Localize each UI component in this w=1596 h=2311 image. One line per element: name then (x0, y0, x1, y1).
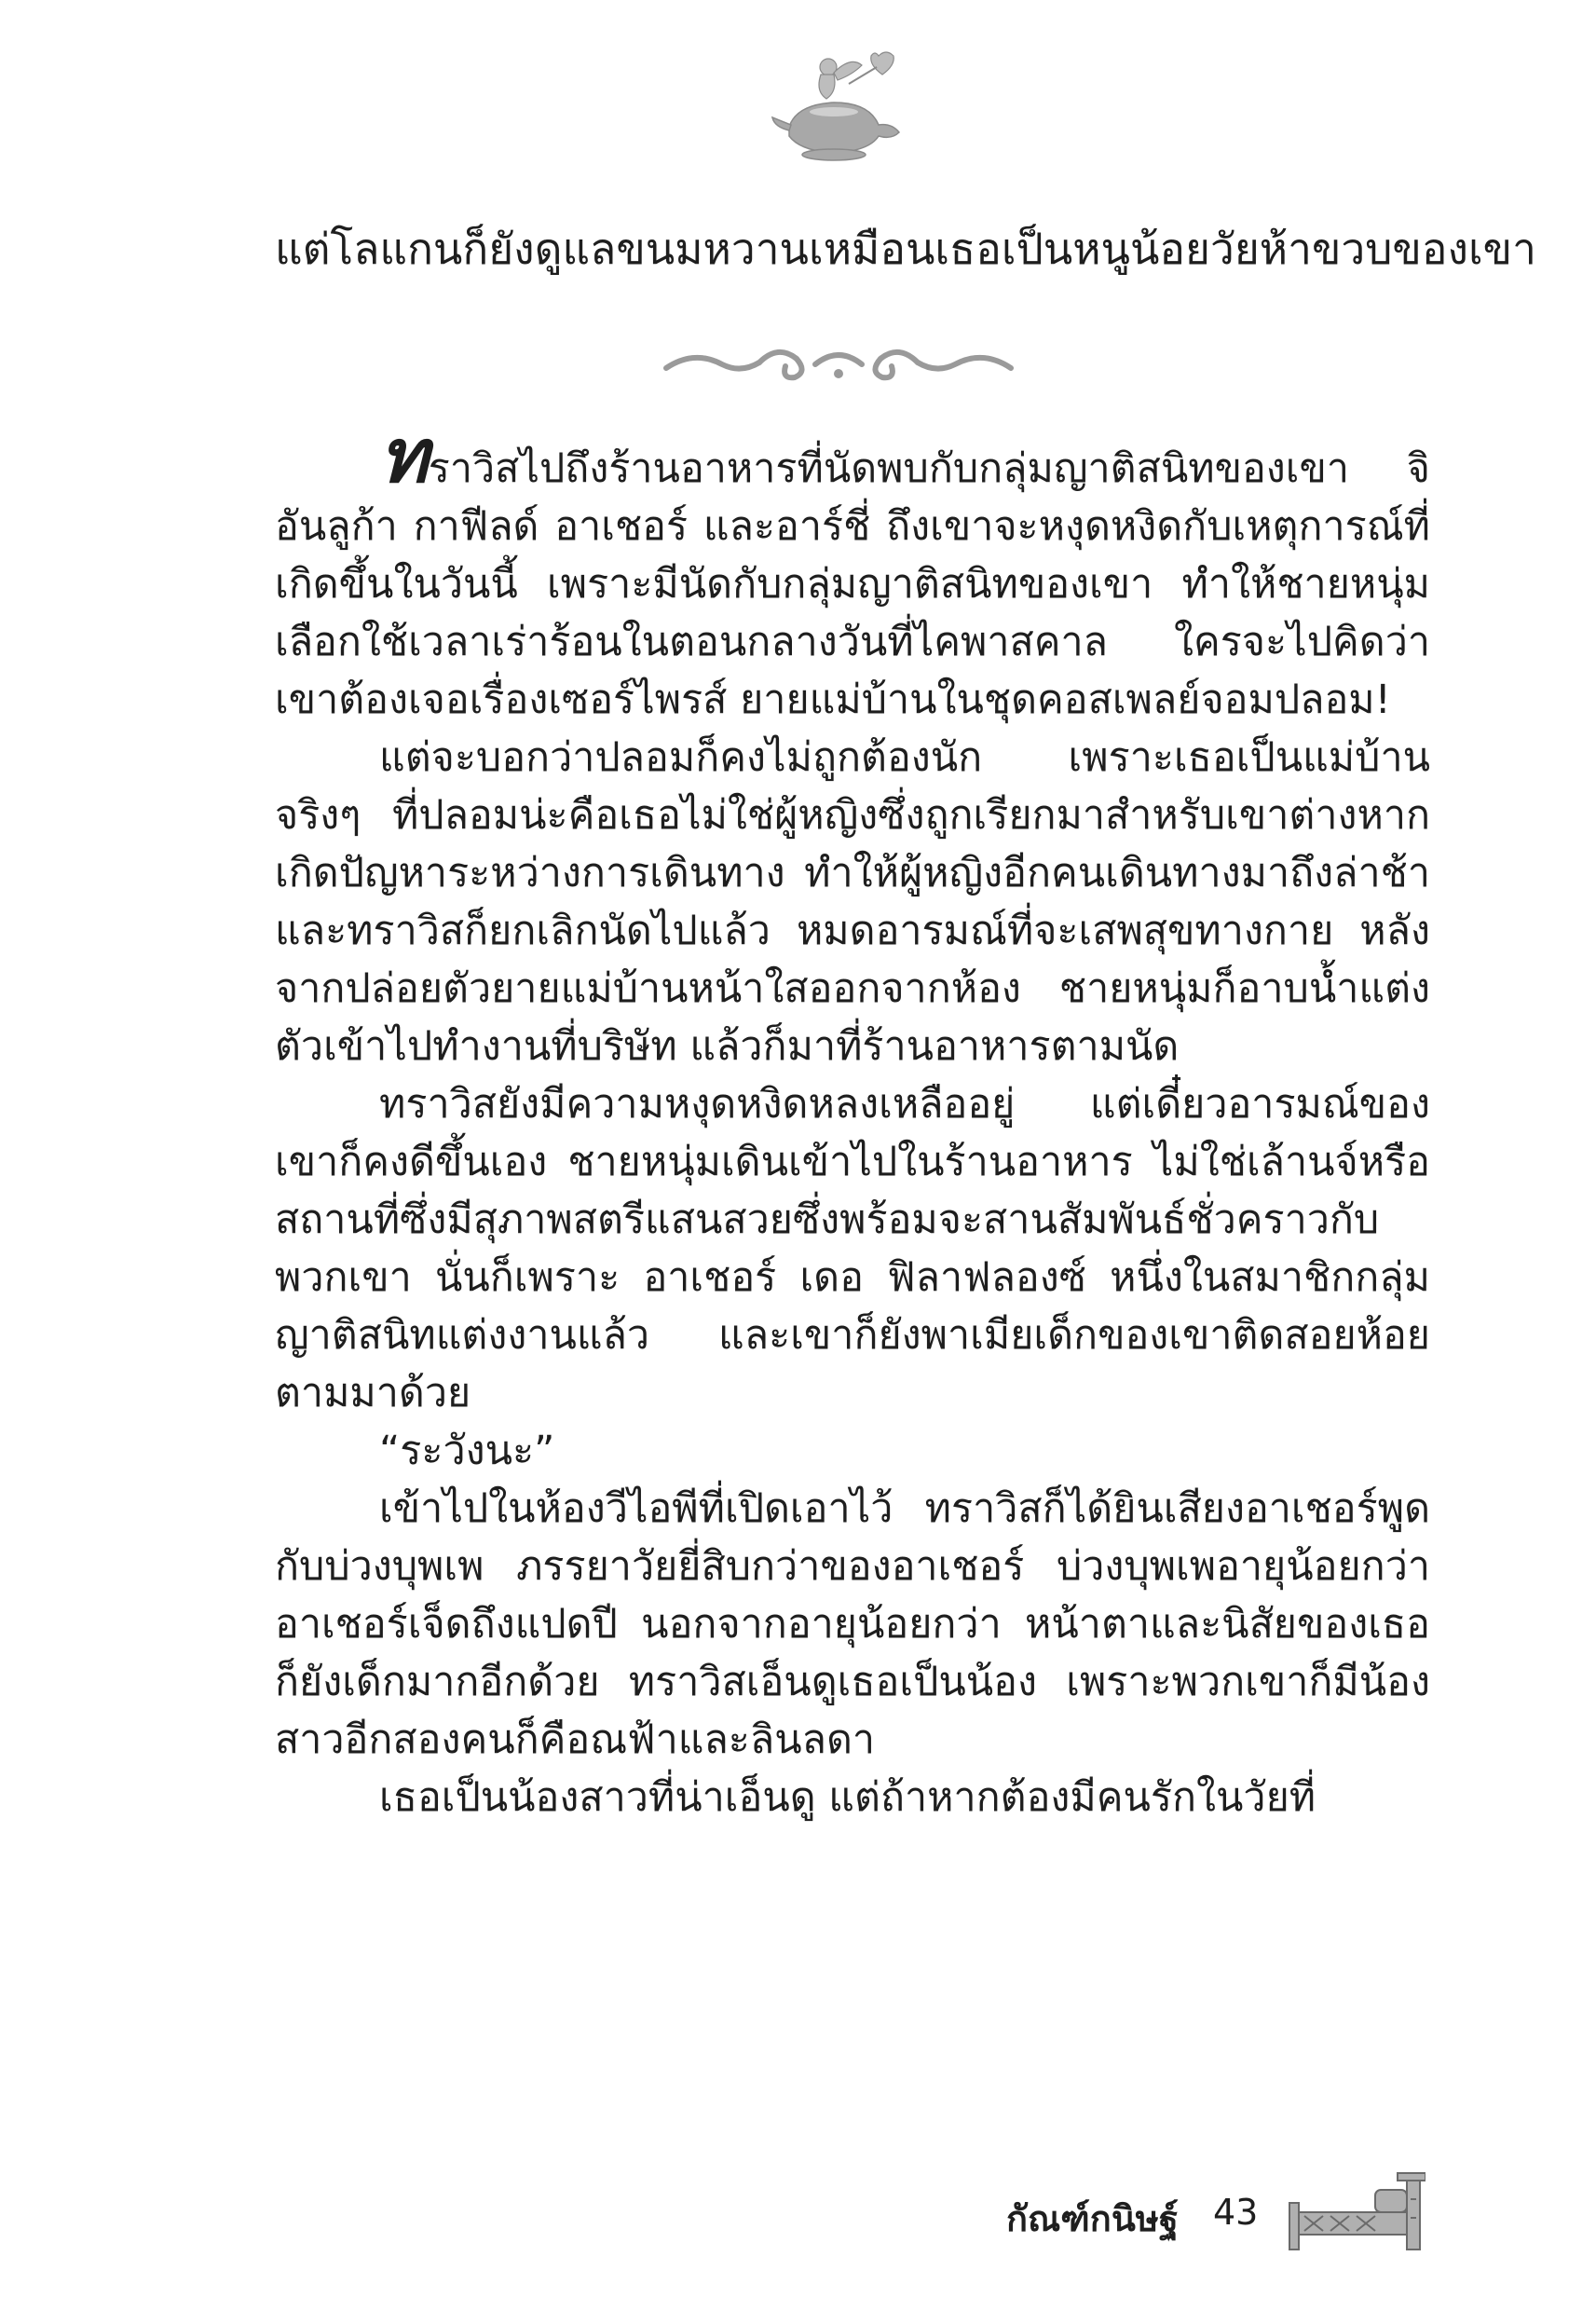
paragraph-3: ทราวิสยังมีความหงุดหงิดหลงเหลืออยู่ แต่เดี๋ยวอารมณ์ของเขาก็คงดีขึ้นเอง ชายหนุ่มเดินเข้าไปในร้านอาหาร ไม่ใช่เล้านจ์หรือสถานที่ซึ่งมีสุภาพสตรีแสนสวยซึ่งพร้อมจะสานสัมพันธ์ชั่วคราวกับพวกเขา นั่นก็เพราะ อาเชอร์ เดอ ฟิลาฟลองซ์ หนึ่งในสมาชิกกลุ่มญาติสนิทแต่งงานแล้ว และเขาก็ยังพาเมียเด็กของเขาติดสอยห้อยตามมาด้วย (275, 1081, 1430, 1416)
page-number: 43 (1213, 2192, 1259, 2233)
paragraph-1 (275, 413, 1430, 729)
bed-icon (1286, 2171, 1425, 2253)
dialogue-line: “ระวังนะ” (379, 1428, 555, 1474)
paragraph-5: เข้าไปในห้องวีไอพีที่เปิดเอาไว้ ทราวิสก็ได้ยินเสียงอาเชอร์พูดกับบ่วงบุพเพ ภรรยาวัยยี่สิบกว่าของอาเชอร์ บ่วงบุพเพอายุน้อยกว่าอาเชอร์เจ็ดถึงแปดปี นอกจากอายุน้อยกว่า หน้าตาและนิสัยของเธอก็ยังเด็กมากอีกด้วย ทราวิสเอ็นดูเธอเป็นน้อง เพราะพวกเขาก็มีน้องสาวอีกสองคนก็คือณฟ้าและลินลดา (275, 1485, 1430, 1763)
paragraph-1-text: ราวิสไปถึงร้านอาหารที่นัดพบกับกลุ่มญาติสนิทของเขา จิอันลูก้า กาฟีลด์ อาเชอร์ และอาร์ชี่ ถึงเขาจะหงุดหงิดกับเหตุการณ์ที่เกิดขึ้นในวันนี้ เพราะมีนัดกับกลุ่มญาติสนิทของเขา ทำให้ชายหนุ่มเลือกใช้เวลาเร่าร้อนในตอนกลางวันที่ไคพาสคาล ใครจะไปคิดว่าเขาต้องเจอเรื่องเซอร์ไพรส์ ยายแม่บ้านในชุดคอสเพลย์จอมปลอม! (275, 445, 1430, 723)
lead-line: แต่โลแกนก็ยังดูแลขนมหวานเหมือนเธอเป็นหนูน้อยวัยห้าขวบของเขา (275, 224, 1536, 274)
drop-cap: ท (379, 413, 429, 499)
scroll-divider-icon (657, 331, 1020, 394)
paragraph-2: แต่จะบอกว่าปลอมก็คงไม่ถูกต้องนัก เพราะเธอเป็นแม่บ้านจริงๆ ที่ปลอมน่ะคือเธอไม่ใช่ผู้หญิงซึ่งถูกเรียกมาสำหรับเขาต่างหาก เกิดปัญหาระหว่างการเดินทาง ทำให้ผู้หญิงอีกคนเดินทางมาถึงล่าช้า และทราวิสก็ยกเลิกนัดไปแล้ว หมดอารมณ์ที่จะเสพสุขทางกาย หลังจากปล่อยตัวยายแม่บ้านหน้าใสออกจากห้อง ชายหนุ่มก็อาบน้ำแต่งตัวเข้าไปทำงานที่บริษัท แล้วก็มาที่ร้านอาหารตามนัด (275, 734, 1430, 1070)
page-footer (1006, 2171, 1425, 2255)
teapot-cupid-ornament-icon (769, 47, 918, 168)
book-title: กัณฑ์กนิษฐ์ (1006, 2198, 1179, 2239)
chapter-body (275, 413, 1430, 1826)
paragraph-6: เธอเป็นน้องสาวที่น่าเอ็นดู แต่ถ้าหากต้องมีคนรักในวัยที่ (379, 1774, 1316, 1821)
